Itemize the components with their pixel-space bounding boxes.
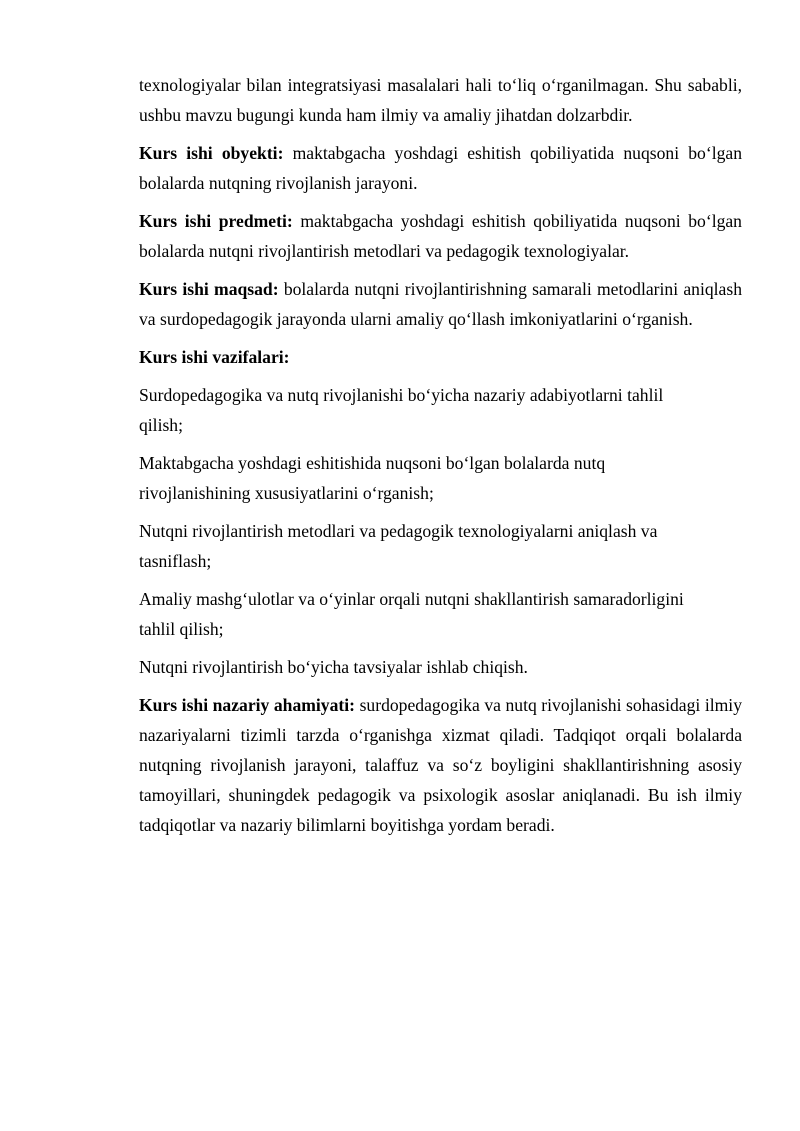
task-item-text: Nutqni rivojlantirish bo‘yicha tavsiyalar ishlab chiqish. [139, 657, 528, 677]
theoretical-significance-heading: Kurs ishi nazariy ahamiyati: [139, 695, 356, 715]
subject-heading: Kurs ishi predmeti: [139, 211, 293, 231]
theoretical-significance-text: surdopedagogika va nutq rivojlanishi sohasidagi ilmiy nazariyalarni tizimli tarzda o‘rganishga xizmat qiladi. Tadqiqot orqali bolalarda nutqning rivojlanish jarayoni, talaffuz va so‘z boyligini shakllantirishning asosiy tamoyillari, shuningdek pedagogik va psixologik asoslar aniqlanadi. Bu ish ilmiy tadqiqotlar va nazariy bilimlarni boyitishga yordam beradi. [139, 695, 742, 835]
task-item [139, 448, 742, 508]
subject-text: maktabgacha yoshdagi eshitish qobiliyatida nuqsoni bo‘lgan bolalarda nutqni rivojlantirish metodlari va pedagogik texnologiyalar. [139, 211, 742, 261]
task-item [139, 584, 742, 644]
task-item [139, 516, 742, 576]
task-item-text: Nutqni rivojlantirish metodlari va pedagogik texnologiyalarni aniqlash va tasniflash; [139, 521, 658, 571]
goal-paragraph [139, 274, 742, 334]
object-paragraph [139, 138, 742, 198]
goal-heading: Kurs ishi maqsad: [139, 279, 279, 299]
theoretical-significance-paragraph [139, 690, 742, 840]
tasks-heading-paragraph [139, 342, 742, 372]
task-item-text: Maktabgacha yoshdagi eshitishida nuqsoni bo‘lgan bolalarda nutq rivojlanishining xususiyatlarini o‘rganish; [139, 453, 606, 503]
intro-text: texnologiyalar bilan integratsiyasi masalalari hali to‘liq o‘rganilmagan. Shu sababli, ushbu mavzu bugungi kunda ham ilmiy va amaliy jihatdan dolzarbdir. [139, 75, 742, 125]
goal-text: bolalarda nutqni rivojlantirishning samarali metodlarini aniqlash va surdopedagogik jarayonda ularni amaliy qo‘llash imkoniyatlarini o‘rganish. [139, 279, 742, 329]
tasks-heading: Kurs ishi vazifalari: [139, 347, 290, 367]
task-item-text: Amaliy mashg‘ulotlar va o‘yinlar orqali nutqni shakllantirish samaradorligini tahlil qilish; [139, 589, 684, 639]
task-item-text: Surdopedagogika va nutq rivojlanishi bo‘yicha nazariy adabiyotlarni tahlil qilish; [139, 385, 664, 435]
intro-paragraph [139, 70, 742, 130]
document-page [139, 70, 742, 848]
subject-paragraph [139, 206, 742, 266]
task-item [139, 380, 742, 440]
object-text: maktabgacha yoshdagi eshitish qobiliyatida nuqsoni bo‘lgan bolalarda nutqning rivojlanish jarayoni. [139, 143, 742, 193]
object-heading: Kurs ishi obyekti: [139, 143, 284, 163]
task-item [139, 652, 742, 682]
